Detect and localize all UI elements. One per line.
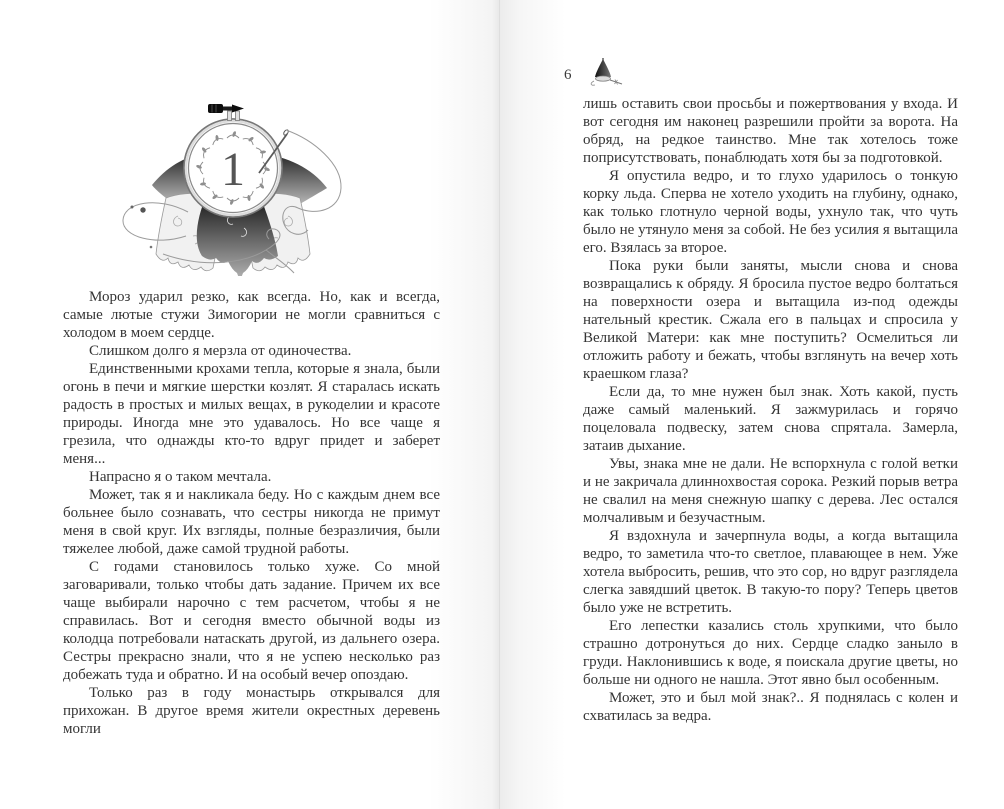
- paragraph: Может, так я и накликала беду. Но с каждым днем все больнее было сознавать, что сестры никогда не примут меня в свой круг. Их взгляды, полные безразличия, были тяжелее любой, даже самой трудной работы.: [63, 487, 440, 557]
- page-number: 6: [564, 67, 572, 83]
- page-header: [564, 56, 624, 88]
- paragraph: Увы, знака мне не дали. Не вспорхнула с голой ветки и не закричала длиннохвостая сорока. Резкий порыв ветра не свалил на меня снежную шапку с дерева. Лес остался молчаливым и безучастным.: [583, 456, 958, 526]
- right-page: [500, 0, 1004, 809]
- paragraph: Может, это и был мой знак?.. Я поднялась с колен и схватилась за ведра.: [583, 690, 958, 724]
- left-page: [0, 0, 499, 809]
- paragraph: Мороз ударил резко, как всегда. Но, как и всегда, самые лютые стужи Зимогории не могли сравниться с холодом в моем сердце.: [63, 289, 440, 341]
- embroidery-hoop-icon: [118, 96, 348, 276]
- spindle-icon: [582, 56, 624, 88]
- paragraph: Его лепестки казались столь хрупкими, что было страшно дотронуться до них. Сердце сладко заныло в груди. Наклонившись к воде, я поискала другие цветы, но больше ни одного не нашла. Этот явно был особенным.: [583, 618, 958, 688]
- chapter-ornament: [118, 96, 348, 276]
- paragraph: Слишком долго я мерзла от одиночества.: [89, 343, 352, 359]
- right-page-text: [583, 95, 958, 725]
- paragraph: Пока руки были заняты, мысли снова и снова возвращались к обряду. Я бросила пустое ведро болтаться на поверхности озера и вытащила из-под одежды нательный крестик. Сжала его в пальцах и спросила у Великой Матери: как мне поступить? Осмелиться ли отложить работу и бежать, чтобы взглянуть на вечер хоть краешком глаза?: [583, 258, 958, 382]
- paragraph: лишь оставить свои просьбы и пожертвования у входа. И вот сегодня им наконец разрешили пройти за ворота. На обряд, на редкое таинство. Мне так хотелось тоже поприсутствовать, понаблюдать хотя бы за подготовкой.: [583, 96, 958, 166]
- paragraph: С годами становилось только хуже. Со мной заговаривали, только чтобы дать задание. Причем их все чаще выбирали нарочно с тем расчетом, чтобы я не справилась. Вот и сегодня вместо обычной воды из колодца потребовали натаскать другой, из дальнего озера. Сестры прекрасно знали, что я не успею несколько раз добежать туда и обратно. И на особый вечер опоздаю.: [63, 559, 440, 683]
- chapter-number: 1: [221, 143, 245, 196]
- paragraph: Я опустила ведро, и то глухо ударилось о тонкую корку льда. Сперва не хотело уходить на глубину, однако, как только глотнуло черной воды, ухнуло так, что чуть было не утянуло меня за собой. Не без усилия я вытащила его. Взялась за второе.: [583, 168, 958, 256]
- paragraph: Я вздохнула и зачерпнула воды, а когда вытащила ведро, то заметила что-то светлое, плавающее в нем. Уже хотела выбросить, решив, что это сор, но вдруг разглядела слегка завядший цветок. В такую-то пору? Теперь цветов было уже не встретить.: [583, 528, 958, 616]
- paragraph: Единственными крохами тепла, которые я знала, были огонь в печи и мягкие шерстки козлят. Я старалась искать радость в простых и милых вещах, в рукоделии и красоте природы. Иногда мне это удавалось. Но все чаще я грезила, что однажды кто-то вдруг придет и заберет меня...: [63, 361, 440, 467]
- paragraph: Если да, то мне нужен был знак. Хоть какой, пусть даже самый маленький. Я зажмурилась и горячо поцеловала подвеску, затем снова спрятала. Замерла, затаив дыхание.: [583, 384, 958, 454]
- paragraph: Напрасно я о таком мечтала.: [89, 469, 272, 485]
- paragraph: Только раз в году монастырь открывался для прихожан. В другое время жители окрестных деревень могли: [63, 685, 440, 737]
- left-page-text: [63, 288, 440, 738]
